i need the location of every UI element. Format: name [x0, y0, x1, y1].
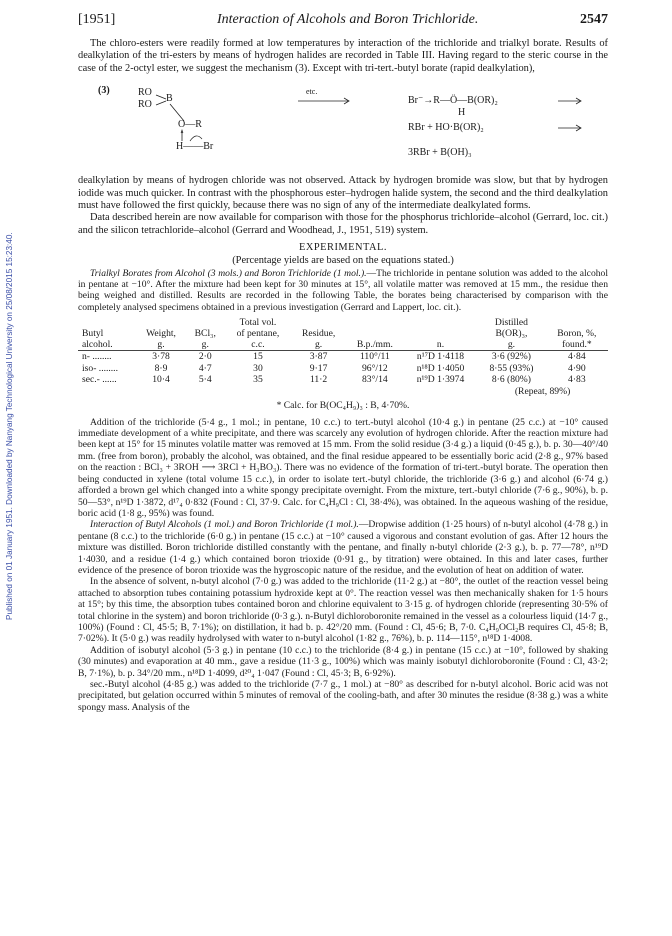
yields-note: (Percentage yields are based on the equations stated.)	[232, 255, 454, 267]
trialkyl-text: —The trichloride in pentane solution was added to the alcohol in pentane at −10°. After the mixture had been kept for 30 minutes at 15°, all volatile matter was removed at 15 mm., the residue then being weighed and distilled. Results are recorded in the following Table, the borates being characterised by comparison with the completely analysed specimens obtained in a previous investigation (Gerrard and Lappert, loc. cit.).	[78, 267, 608, 313]
butyl-text: —Dropwise addition (1·25 hours) of n-butyl alcohol (4·78 g.) in pentane (8 c.c.) to the trichloride (6·0 g.) in pentane (15 c.c.) at −10° caused a vigorous and constant evolution of gas. After 12 hours the mixture was distilled. Boron trichloride distilled constantly with the pentane, and finally n-butyl chloride (2·3 g.), b. p. 77—78°, n¹⁹D 1·4030, and a residue (1·4 g.) which contained boron trioxide (0·91 g., by titration) were obtained. In this and later cases, further evidence of the presence of boron trioxide was the hygroscopic nature of the residue, and the evolution of heat on addition of water.	[78, 519, 608, 576]
header-page-number: 2547	[580, 12, 608, 27]
col-header-residue: Residue, g.	[291, 317, 346, 351]
publication-sidebar-note	[3, 30, 19, 890]
butyl-heading: Interaction of Butyl Alcohols (1 mol.) and Boron Trichloride (1 mol.).	[90, 519, 359, 531]
intro-paragraph: The chloro-esters were readily formed at low temperatures by interaction of the trichloride and trialkyl borate. Results of dealkylation of the tri-esters by means of hydrogen halides are recorded in Table III. Having regard to the steric course in the case of the 2-octyl ester, we suggest the mechanism (3). Except with tri-tert.-butyl borate (rapid dealkylation),	[78, 38, 608, 74]
col-header-bp: B.p./mm.	[346, 317, 404, 351]
table-row: iso- ........ 8·9 4·7 30 9·17 96°/12 n¹⁸D 1·4050 8·55 (93%) 4·90	[82, 362, 586, 374]
solvent-free-paragraph: In the absence of solvent, n-butyl alcohol (7·0 g.) was added to the trichloride (11·2 g.) at −80°, the outlet of the reaction vessel being attached to absorption tubes containing potassium hydroxide kept at 0°. The reaction vessel was then mechanically shaken for 1·5 hours at 15°; by this time, the absorption tubes contained boron and chlorine equivalent to 3·15 g. of hydrogen chloride (representing 30·5% of total chlorine in the system) and boron trichloride (0·3 g.). n-Butyl dichloroboronite remained in the vessel as a colourless liquid (14·7 g., 100%) (Found : Cl, 45·5; B, 7·1%); on distillation, it had b. p. 42°/20 mm. (Found : Cl, 45·6; B, 7·0. C₄H₉OCl₂B requires Cl, 45·8; B, 7·02%). It (5·0 g.) was readily hydrolysed with water to n-butyl alcohol (1·82 g., 76%), b. p. 114—115°, n¹⁸D 1·4008.	[78, 576, 608, 645]
table-calc-note: * Calc. for B(OC₄H₉)₃ : B, 4·70%.	[276, 399, 410, 411]
scheme-boron: B	[166, 93, 173, 105]
scheme-product-2: RBr + HO·B(OR)₂	[408, 122, 484, 134]
sec-butyl-paragraph: sec.-Butyl alcohol (4·85 g.) was added to the trichloride (7·7 g., 1 mol.) at −80° as described for n-butyl alcohol. Boric acid was not precipitated, but gelation occurred within 5 minutes of removal of the cooling-bath, and after 30 minutes the residue (8·38 g.) was a white spongy mass. Analysis of the	[78, 679, 608, 713]
trialkyl-paragraph	[78, 268, 608, 314]
scheme-ro-bottom: RO	[138, 99, 152, 111]
scheme-ro-top: RO	[138, 87, 152, 99]
journal-page	[78, 12, 608, 713]
table-row-repeat	[78, 386, 608, 398]
sidebar-note-text: Published on 01 January 1951. Downloaded by Nanyang Technological University on 25/08/2015 15:23:40.	[5, 232, 14, 620]
col-header-boron: Boron, %, found.*	[546, 317, 608, 351]
header-year: [1951]	[78, 12, 116, 27]
scheme-h-br: H——Br	[176, 141, 214, 153]
table-row: n- ........ 3·78 2·0 15 3·87 110°/11 n¹⁷D 1·4118 3·6 (92%) 4·84	[82, 351, 586, 363]
table-row: sec.- ...... 10·4 5·4 35 11·2 83°/14 n¹⁹D 1·3974 8·6 (80%) 4·83	[82, 374, 586, 386]
col-header-bcl3: BCl₃, g.	[186, 317, 225, 351]
scheme-o-r: O—R	[178, 119, 202, 131]
borate-table	[78, 317, 608, 397]
scheme-product-3: 3RBr + B(OH)₃	[408, 147, 472, 159]
scheme-product-1: Br⁻→R—Ö—B(OR)₂	[408, 95, 498, 107]
scheme-label: (3)	[98, 85, 110, 97]
tert-butyl-paragraph: Addition of the trichloride (5·4 g., 1 mol.; in pentane, 10 c.c.) to tert.-butyl alcohol (10·4 g.) in pentane (25 c.c.) at −10° caused immediate development of a white precipitate, and there was scarcely any evolution of hydrogen chloride. After the reaction mixture had been kept at 15° for 15 minutes volatile matter was removed at 15 mm. From the solid residue (3·4 g.) a liquid (0·45 g.), b. p. 30—40°/40 mm. (free from boron), probably the alcohol, was obtained, and the final residue appeared to be essentially boric acid (2·8 g., 97% based on the reaction : BCl₃ + 3ROH ⟶ 3RCl + H₃BO₃). There was no evidence of the formation of tri-tert.-butyl borate. The operation then being conducted in xylene (total volume 15 c.c.), in order to isolate tert.-butyl chloride, the trichloride (3·6 g.) and alcohol (6·74 g.) afforded a brown gel which changed into a white spongy precipitate overnight. From the mixture, tert.-butyl chloride (7·6 g., 90%), b. p. 50—53°, n¹⁹D 1·3872, d¹⁷₄ 0·832 (Found : Cl, 37·9. Calc. for C₄H₉Cl : Cl, 38·4%), was obtained. In the aqueous washing of the residue, boric acid (1·8 g., 95%) was found.	[78, 416, 608, 519]
col-header-total-vol: Total vol. of pentane, c.c.	[225, 317, 292, 351]
isobutyl-paragraph: Addition of isobutyl alcohol (5·3 g.) in pentane (10 c.c.) to the trichloride (8·4 g.) in pentane (15 c.c.) at −10°, followed by shaking (30 minutes) and evaporation at 40 mm., gave a residue (11·3 g., 100%) which was mainly isobutyl dichloroboronite (Found : Cl, 43·2; B, 7·1%), b. p. 34°/20 mm., n¹⁸D 1·4099, d²⁰₄ 1·047 (Found : Cl, 45·3; B, 6·92%).	[78, 644, 608, 679]
mechanism-bonds	[78, 81, 608, 169]
scheme-product-1-h: H	[458, 107, 466, 119]
butyl-alcohols-paragraph	[78, 519, 608, 576]
trialkyl-heading: Trialkyl Borates from Alcohol (3 mols.) and Boron Trichloride (1 mol.).	[90, 267, 367, 279]
experimental-heading: EXPERIMENTAL.	[299, 242, 387, 254]
header-title: Interaction of Alcohols and Boron Trichloride.	[217, 12, 479, 27]
dealkylation-paragraph: dealkylation by means of hydrogen chloride was not observed. Attack by hydrogen bromide was slow, but that by hydrogen iodide was much quicker. In contrast with the phosphorous ester–hydrogen halide system, the second and the third dealkylation must have followed the first quickly, because there was no sign of any of the intermediate dealkylated forms.	[78, 175, 608, 212]
comparison-paragraph: Data described herein are now available for comparison with those for the phosphorus trichloride–alcohol (Gerrard, loc. cit.) and the silicon tetrachloride–alcohol (Gerrard and Woodhead, J., 1951, 519) system.	[78, 212, 608, 236]
scheme-arrow-label: etc.	[306, 87, 318, 97]
mechanism-scheme	[78, 81, 608, 169]
col-header-weight: Weight, g.	[136, 317, 186, 351]
col-header-butyl-alcohol: Butyl alcohol.	[78, 317, 136, 351]
repeat-note: (Repeat, 89%)	[514, 386, 571, 398]
col-header-n: n.	[404, 317, 477, 351]
page-header	[78, 12, 608, 28]
col-header-distilled: Distilled B(OR)₃, g.	[477, 317, 546, 351]
